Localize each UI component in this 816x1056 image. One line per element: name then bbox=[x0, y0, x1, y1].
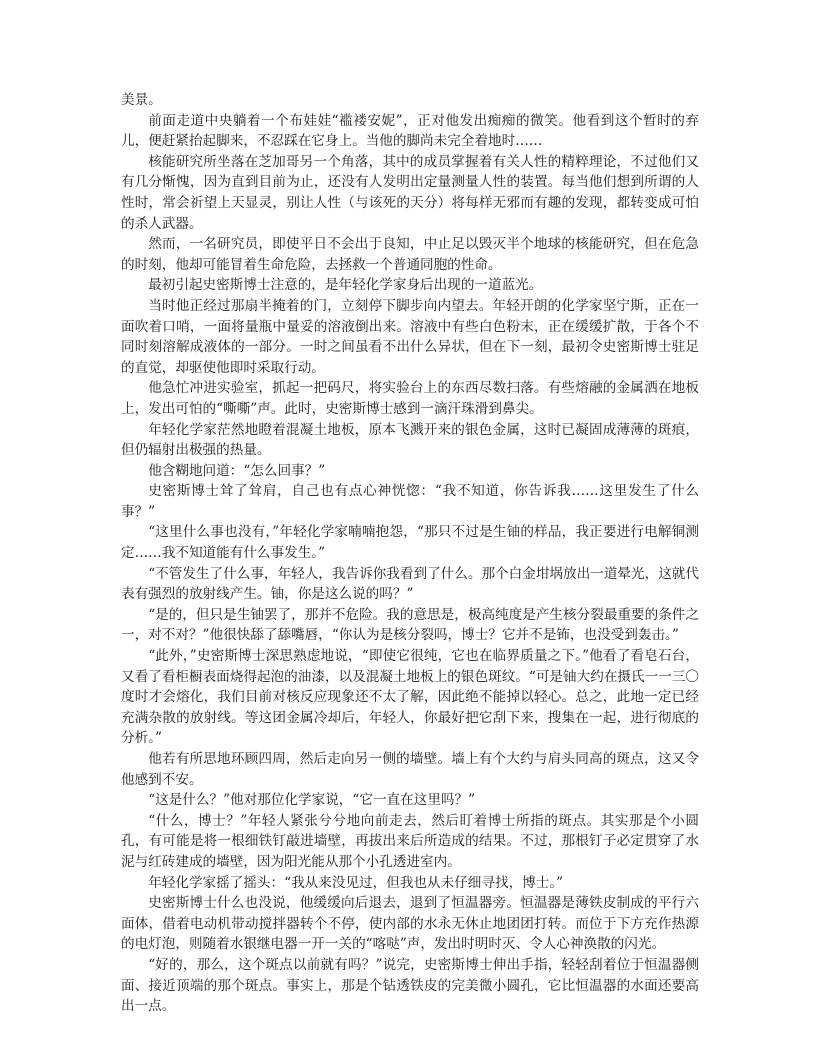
paragraph-2: 前面走道中央躺着一个布娃娃“褴褛安妮”，正对他发出痴痴的微笑。他看到这个暂时的弃儿，便赶紧抬起脚来，不忍踩在它身上。当他的脚尚未完全着地时…… bbox=[121, 112, 699, 150]
paragraph-17: “什么，博士？”年轻人紧张兮兮地向前走去，然后盯着博士所指的斑点。其实那是个小圆孔，有可能是将一根细铁钉敲进墙壁，再拔出来后所造成的结果。不过，那根钉子必定贯穿了水泥与红砖建成的墙壁，因为阳光能从那个小孔透进室内。 bbox=[121, 812, 699, 870]
paragraph-5: 最初引起史密斯博士注意的，是年轻化学家身后出现的一道蓝光。 bbox=[148, 277, 543, 294]
paragraph-7: 他急忙冲进实验室，抓起一把码尺，将实验台上的东西尽数扫落。有些熔融的金属洒在地板上，发出可怕的“嘶嘶”声。此时，史密斯博士感到一滴汗珠滑到鼻尖。 bbox=[121, 380, 699, 417]
paragraph-6: 当时他正经过那扇半掩着的门，立刻停下脚步向内望去。年轻开朗的化学家坚宁斯，正在一面吹着口哨，一面将量瓶中量妥的溶液倒出来。溶液中有些白色粉末，正在缓缓扩散，于各个不同时刻溶解成液体的一部分。一时之间虽看不出什么异状，但在下一刻，最初令史密斯博士驻足的直觉，却驱使他即时采取行动。 bbox=[121, 297, 699, 376]
paragraph-4: 然而，一名研究员，即使平日不会出于良知，中止足以毁灭半个地球的核能研究，但在危急的时刻，他却可能冒着生命危险，去拯救一个普通同胞的性命。 bbox=[121, 236, 699, 273]
paragraph-19: 史密斯博士什么也没说，他缓缓向后退去，退到了恒温器旁。恒温器是薄铁皮制成的平行六面体，借着电动机带动搅拌器转个不停，使内部的水永无休止地团团打转。而位于下方充作热源的电灯泡，则随着水银继电器一开一关的“喀哒”声，发出时明时灭、令人心神涣散的闪光。 bbox=[121, 895, 699, 953]
paragraph-15: 他若有所思地环顾四周，然后走向另一侧的墙壁。墙上有个大约与肩头同高的斑点，这又令他感到不安。 bbox=[121, 751, 699, 788]
paragraph-12: “不管发生了什么事，年轻人，我告诉你我看到了什么。那个白金坩埚放出一道晕光，这就代表有强烈的放射线产生。铀，你是这么说的吗？” bbox=[121, 565, 699, 603]
paragraph-14: “此外，”史密斯博士深思熟虑地说，“即使它很纯，它也在临界质量之下。”他看了看皂石台，又看了看柜橱表面烧得起泡的油漆，以及混凝土地板上的银色斑纹。“可是铀大约在摄氏一一三〇度时才会熔化，我们目前对核反应现象还不太了解，因此绝不能掉以轻心。总之，此地一定已经充满杂散的放射线。等这团金属冷却后，年轻人，你最好把它刮下来，搜集在一起，进行彻底的分析。” bbox=[121, 648, 699, 747]
paragraph-11: “这里什么事也没有，”年轻化学家喃喃抱怨，“那只不过是生铀的样品，我正要进行电解铜测定……我不知道能有什么事发生。” bbox=[121, 524, 699, 562]
paragraph-1: 美景。 bbox=[121, 92, 162, 108]
paragraph-20: “好的，那么，这个斑点以前就有吗？”说完，史密斯博士伸出手指，轻轻刮着位于恒温器侧面、接近顶端的那个斑点。事实上，那是个钻透铁皮的完美微小圆孔，它比恒温器的水面还要高出一点。 bbox=[121, 956, 699, 1015]
paragraph-8: 年轻化学家茫然地瞪着混凝土地板，原本飞溅开来的银色金属，这时已凝固成薄薄的斑痕，但仍辐射出极强的热量。 bbox=[121, 421, 699, 459]
paragraph-16: “这是什么？”他对那位化学家说，“它一直在这里吗？” bbox=[148, 792, 476, 809]
document-page bbox=[121, 90, 699, 1017]
paragraph-10: 史密斯博士耸了耸肩，自己也有点心神恍惚：“我不知道，你告诉我……这里发生了什么事？” bbox=[121, 483, 699, 520]
paragraph-13: “是的，但只是生铀罢了，那并不危险。我的意思是，极高纯度是产生核分裂最重要的条件之一，对不对？”他很快舔了舔嘴唇，“你认为是核分裂吗，博士？它并不是钸，也没受到轰击。” bbox=[121, 606, 699, 644]
paragraph-18: 年轻化学家摇了摇头：“我从来没见过，但我也从未仔细寻找，博士。” bbox=[148, 874, 564, 891]
paragraph-9: 他含糊地问道：“怎么回事？” bbox=[148, 462, 326, 479]
paragraph-3: 核能研究所坐落在芝加哥另一个角落，其中的成员掌握着有关人性的精粹理论，不过他们又有几分惭愧，因为直到目前为止，还没有人发明出定量测量人性的装置。每当他们想到所谓的人性时，常会祈望上天显灵，别让人性（与该死的天分）将每样无邪而有趣的发现，都转变成可怕的杀人武器。 bbox=[121, 153, 699, 232]
